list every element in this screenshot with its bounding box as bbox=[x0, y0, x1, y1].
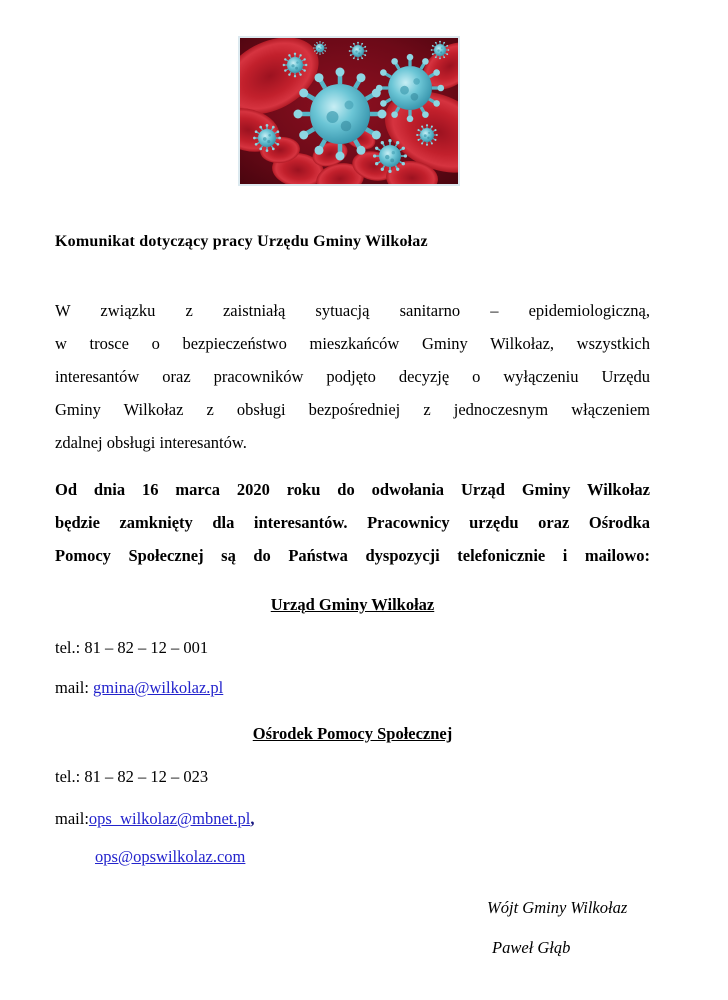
ops-mail-line-1 bbox=[55, 806, 650, 832]
paragraph-line: zdalnej obsługi interesantów. bbox=[55, 433, 247, 452]
paragraph-line: Pomocy Społecznej są do Państwa dyspozycji telefonicznie i mailowo: bbox=[55, 546, 650, 565]
paragraph-line: W związku z zaistniałą sytuacją sanitarno – epidemiologiczną, bbox=[55, 301, 650, 320]
ops-phone-line: tel.: 81 – 82 – 12 – 023 bbox=[55, 767, 209, 786]
mail-label: mail: bbox=[55, 809, 89, 828]
section-heading-office: Urząd Gminy Wilkołaz bbox=[270, 595, 435, 614]
virus-image-svg bbox=[240, 38, 458, 184]
office-email-link[interactable]: gmina@wilkolaz.pl bbox=[93, 678, 224, 697]
mail-label: mail: bbox=[55, 678, 94, 697]
comma: , bbox=[250, 809, 255, 828]
signature-role: Wójt Gminy Wilkołaz bbox=[487, 898, 628, 917]
ops-email-link-1[interactable]: ops_wilkolaz@mbnet.pl bbox=[88, 809, 251, 828]
paragraph-intro bbox=[55, 294, 650, 459]
paragraph-line: Gminy Wilkołaz z obsługi bezpośredniej z jednoczesnym włączeniem bbox=[55, 400, 650, 419]
virus-image bbox=[238, 36, 460, 186]
office-phone-line: tel.: 81 – 82 – 12 – 001 bbox=[55, 638, 209, 657]
paragraph-closure-notice bbox=[55, 473, 650, 572]
paragraph-line: będzie zamknięty dla interesantów. Pracownicy urzędu oraz Ośrodka bbox=[55, 513, 650, 532]
signature-name: Paweł Głąb bbox=[492, 938, 571, 957]
paragraph-line: Od dnia 16 marca 2020 roku do odwołania Urząd Gminy Wilkołaz bbox=[55, 480, 650, 499]
signature-block bbox=[487, 888, 657, 968]
ops-mail-line-2 bbox=[95, 844, 650, 870]
document-title: Komunikat dotyczący pracy Urzędu Gminy Wilkołaz bbox=[55, 233, 428, 250]
paragraph-line: w trosce o bezpieczeństwo mieszkańców Gminy Wilkołaz, wszystkich bbox=[55, 334, 650, 353]
ops-email-link-2[interactable]: ops@opswilkolaz.com bbox=[95, 847, 246, 866]
section-heading-ops: Ośrodek Pomocy Społecznej bbox=[252, 724, 453, 743]
office-mail-line bbox=[55, 675, 650, 701]
paragraph-line: interesantów oraz pracowników podjęto decyzję o wyłączeniu Urzędu bbox=[55, 367, 650, 386]
